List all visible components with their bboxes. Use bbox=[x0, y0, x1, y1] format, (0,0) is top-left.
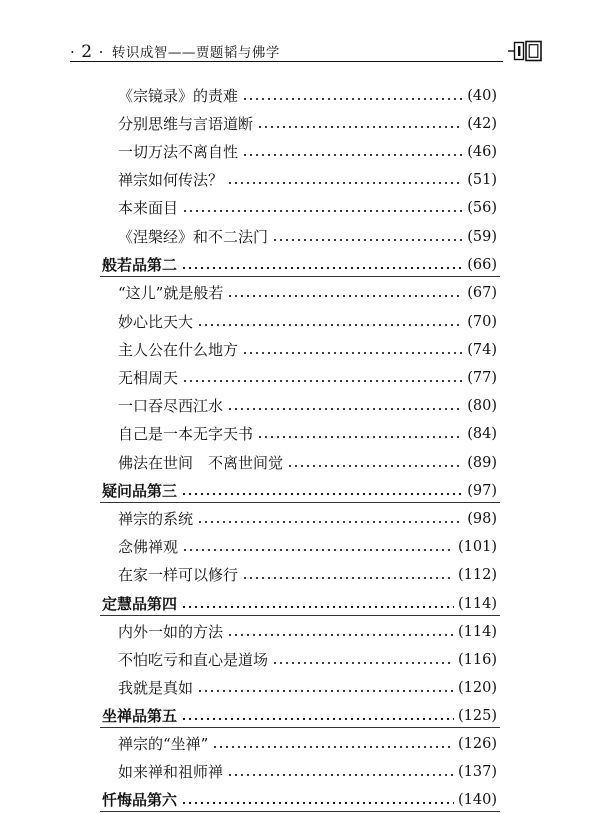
dot-leader bbox=[257, 436, 463, 438]
toc-entry-page: (80) bbox=[467, 398, 497, 414]
dot-leader bbox=[242, 352, 463, 354]
toc-entry-title: 一口吞尽西江水 bbox=[118, 397, 224, 415]
toc-entry[interactable] bbox=[118, 505, 497, 533]
toc-entry[interactable] bbox=[118, 166, 497, 194]
toc-entry-title: 禅宗的“坐禅” bbox=[118, 735, 209, 753]
toc-entry-title: 如来禅和祖师禅 bbox=[118, 763, 224, 781]
toc-entry-page: (101) bbox=[458, 539, 497, 555]
toc-entry-page: (56) bbox=[467, 200, 497, 216]
toc-entry-page: (77) bbox=[467, 370, 497, 386]
toc-entry-page: (97) bbox=[467, 483, 497, 499]
toc-entry-page: (112) bbox=[458, 567, 497, 583]
toc-entry[interactable] bbox=[118, 646, 497, 674]
toc-entry[interactable] bbox=[118, 110, 497, 138]
toc-entry[interactable] bbox=[118, 730, 497, 758]
toc-entry[interactable] bbox=[118, 392, 497, 420]
dot-leader bbox=[242, 577, 454, 579]
dot-leader bbox=[242, 154, 463, 156]
toc-entry-title: 自己是一本无字天书 bbox=[118, 425, 254, 443]
toc-entry-page: (89) bbox=[467, 455, 497, 471]
dot-leader bbox=[242, 98, 463, 100]
dot-leader bbox=[227, 634, 454, 636]
toc-entry-page: (42) bbox=[467, 116, 497, 132]
dot-leader bbox=[287, 465, 463, 467]
chapter-underline bbox=[100, 811, 500, 812]
toc-entry-page: (40) bbox=[467, 88, 497, 104]
chapter-underline bbox=[100, 615, 500, 616]
toc-entry-page: (98) bbox=[467, 511, 497, 527]
toc-entry[interactable] bbox=[118, 308, 497, 336]
dot-leader bbox=[197, 324, 463, 326]
toc-entry-title: 定慧品第四 bbox=[102, 595, 178, 613]
toc-entry[interactable] bbox=[118, 336, 497, 364]
toc-entry-page: (125) bbox=[458, 708, 497, 724]
toc-entry-title: 分别思维与言语道断 bbox=[118, 115, 254, 133]
toc-entry-page: (114) bbox=[458, 624, 497, 640]
dot-leader bbox=[182, 210, 463, 212]
dot-leader bbox=[227, 408, 463, 410]
toc-entry[interactable] bbox=[118, 533, 497, 561]
toc-entry[interactable] bbox=[118, 674, 497, 702]
toc-entry-page: (116) bbox=[458, 652, 497, 668]
dot-leader bbox=[197, 690, 454, 692]
toc-entry[interactable] bbox=[118, 618, 497, 646]
toc-entry[interactable] bbox=[118, 420, 497, 448]
dot-leader bbox=[181, 802, 454, 804]
toc-entry-page: (120) bbox=[458, 680, 497, 696]
toc-entry-title: 内外一如的方法 bbox=[118, 623, 224, 641]
chapter-underline bbox=[100, 727, 500, 728]
header-dot-left: · bbox=[70, 43, 76, 61]
toc-entry-title: “这儿”就是般若 bbox=[118, 284, 224, 302]
header-emblem-icon bbox=[506, 40, 544, 62]
dot-leader bbox=[197, 521, 463, 523]
toc-entry-page: (137) bbox=[458, 764, 497, 780]
dot-leader bbox=[272, 662, 454, 664]
chapter-underline bbox=[100, 276, 500, 277]
toc-chapter-entry[interactable] bbox=[102, 477, 497, 505]
dot-leader bbox=[227, 295, 463, 297]
toc-entry[interactable] bbox=[118, 223, 497, 251]
header-dot-right: · bbox=[98, 43, 104, 61]
toc-entry-page: (59) bbox=[467, 229, 497, 245]
toc-entry-title: 无相周天 bbox=[118, 369, 179, 387]
toc-entry-page: (126) bbox=[458, 736, 497, 752]
toc-entry[interactable] bbox=[118, 194, 497, 222]
dot-leader bbox=[227, 182, 463, 184]
toc-entry-title: 念佛禅观 bbox=[118, 538, 179, 556]
dot-leader bbox=[257, 126, 463, 128]
header-text bbox=[70, 41, 280, 62]
dot-leader bbox=[272, 239, 463, 241]
toc-entry-title: 坐禅品第五 bbox=[102, 707, 178, 725]
dot-leader bbox=[181, 718, 454, 720]
toc-entry-page: (84) bbox=[467, 426, 497, 442]
dot-leader bbox=[212, 746, 454, 748]
toc-entry-title: 《宗镜录》的责难 bbox=[118, 87, 239, 105]
toc-entry-page: (46) bbox=[467, 144, 497, 160]
toc-entry-page: (114) bbox=[458, 596, 497, 612]
dot-leader bbox=[181, 493, 463, 495]
toc-entry-title: 般若品第二 bbox=[102, 256, 178, 274]
running-title: 转识成智——贾题韬与佛学 bbox=[111, 45, 280, 61]
toc-entry-title: 疑问品第三 bbox=[102, 482, 178, 500]
toc-entry[interactable] bbox=[118, 138, 497, 166]
toc-entry[interactable] bbox=[118, 758, 497, 786]
toc-entry-title: 本来面目 bbox=[118, 199, 179, 217]
dot-leader bbox=[182, 549, 454, 551]
page-number: 2 bbox=[81, 42, 93, 62]
toc-chapter-entry[interactable] bbox=[102, 702, 497, 730]
toc-entry-page: (74) bbox=[467, 342, 497, 358]
toc-entry-title: 不怕吃亏和直心是道场 bbox=[118, 651, 269, 669]
toc-entry-title: 一切万法不离自性 bbox=[118, 143, 239, 161]
dot-leader bbox=[227, 774, 454, 776]
chapter-underline bbox=[100, 502, 500, 503]
toc-entry-title: 《涅槃经》和不二法门 bbox=[118, 228, 269, 246]
toc-entry[interactable] bbox=[118, 364, 497, 392]
toc-entry-page: (70) bbox=[467, 314, 497, 330]
toc-entry[interactable] bbox=[118, 449, 497, 477]
toc-entry-title: 我就是真如 bbox=[118, 679, 194, 697]
toc-entry-page: (140) bbox=[458, 792, 497, 808]
toc-entry-page: (67) bbox=[467, 285, 497, 301]
toc-entry-title: 忏悔品第六 bbox=[102, 791, 178, 809]
toc-chapter-entry[interactable] bbox=[102, 590, 497, 618]
toc-entry-page: (51) bbox=[467, 172, 497, 188]
toc-entry[interactable] bbox=[118, 82, 497, 110]
dot-leader bbox=[182, 380, 463, 382]
toc-entry-title: 妙心比天大 bbox=[118, 313, 194, 331]
toc-chapter-entry[interactable] bbox=[102, 251, 497, 279]
toc-entry-title: 禅宗如何传法？ bbox=[118, 171, 224, 189]
toc-entry-page: (66) bbox=[467, 257, 497, 273]
toc-entry-title: 禅宗的系统 bbox=[118, 510, 194, 528]
toc-entry-title: 在家一样可以修行 bbox=[118, 566, 239, 584]
toc-chapter-entry[interactable] bbox=[102, 786, 497, 814]
toc-entry-title: 佛法在世间 不离世间觉 bbox=[118, 454, 284, 472]
toc-entry[interactable] bbox=[118, 279, 497, 307]
running-header bbox=[70, 39, 550, 65]
header-rule bbox=[70, 61, 503, 62]
toc-entry-title: 主人公在什么地方 bbox=[118, 341, 239, 359]
dot-leader bbox=[181, 606, 454, 608]
toc-entry[interactable] bbox=[118, 561, 497, 589]
dot-leader bbox=[181, 267, 463, 269]
